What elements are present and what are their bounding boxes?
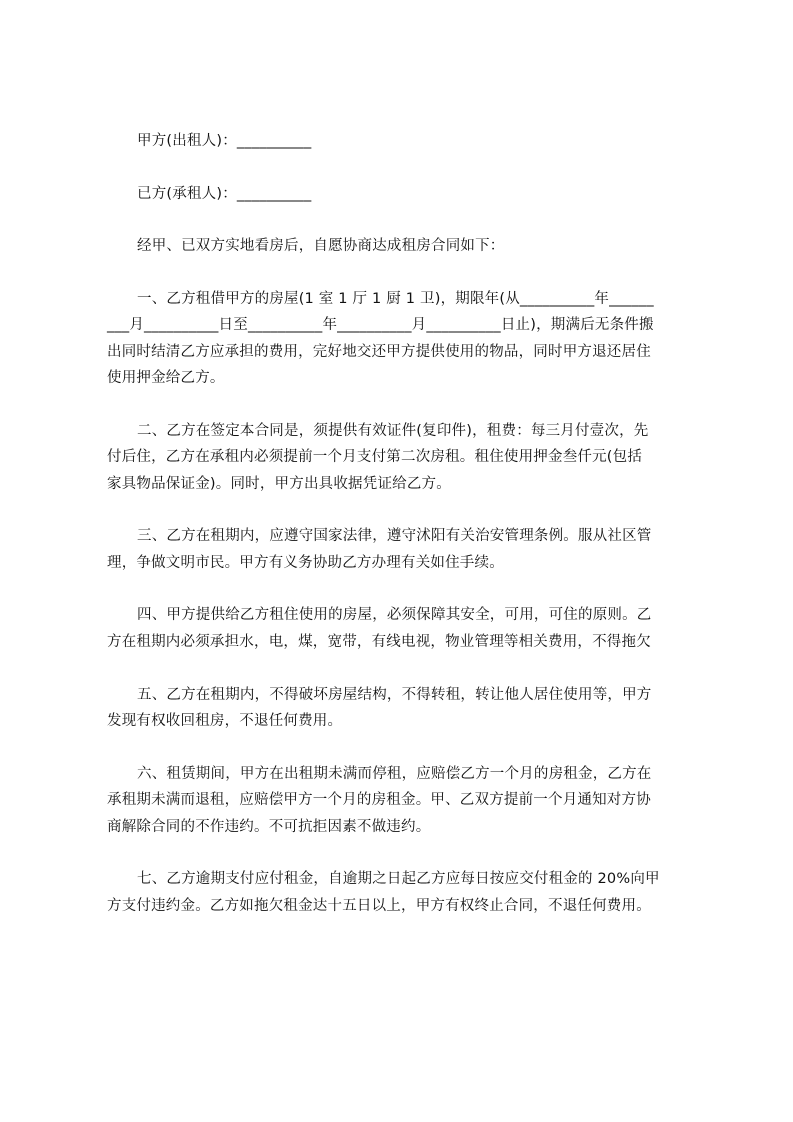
clause-1-line-3: 出同时结清乙方应承担的费用，完好地交还甲方提供使用的物品，同时甲方退还居住 — [107, 344, 651, 360]
clause-2-line-1: 二、乙方在签定本合同是，须提供有效证件(复印件)，租费：每三月付壹次，先 — [137, 423, 649, 439]
clause-7-line-1: 七、乙方逾期支付应付租金，自逾期之日起乙方应每日按应交付租金的 20%向甲 — [137, 871, 660, 887]
clause-2-line-3: 家具物品保证金)。同时，甲方出具收据凭证给乙方。 — [107, 476, 451, 492]
clause-5-line-2: 发现有权收回租房，不退任何费用。 — [107, 713, 343, 729]
clause-3-line-2: 理，争做文明市民。甲方有义务协助乙方办理有关如住手续。 — [107, 555, 504, 571]
clause-4-line-1: 四、甲方提供给乙方租住使用的房屋，必须保障其安全，可用，可住的原则。乙 — [137, 607, 652, 623]
clause-1-line-2: ___月__________日至__________年__________月__________日止)，期满后无条件搬 — [107, 317, 654, 333]
clause-2-line-2: 付后住，乙方在承租内必须提前一个月支付第二次房租。租住使用押金叁仟元(包括 — [107, 449, 643, 465]
clause-6-line-3: 商解除合同的不作违约。不可抗拒因素不做违约。 — [107, 819, 431, 835]
clause-6-line-1: 六、租赁期间，甲方在出租期未满而停租，应赔偿乙方一个月的房租金，乙方在 — [137, 766, 652, 782]
lessee-line: 已方(承租人)：__________ — [137, 186, 312, 202]
intro-line: 经甲、已双方实地看房后，自愿协商达成租房合同如下： — [137, 238, 505, 254]
clause-6-line-2: 承租期未满而退租，应赔偿甲方一个月的房租金。甲、乙双方提前一个月通知对方协 — [107, 792, 651, 808]
lessor-line: 甲方(出租人)：__________ — [137, 133, 312, 149]
clause-3-line-1: 三、乙方在租期内，应遵守国家法律，遵守沭阳有关治安管理条例。服从社区管 — [137, 528, 652, 544]
clause-1-line-4: 使用押金给乙方。 — [107, 370, 225, 386]
clause-4-line-2: 方在租期内必须承担水，电，煤，宽带，有线电视，物业管理等相关费用，不得拖欠 — [107, 634, 651, 650]
clause-7-line-2: 方支付违约金。乙方如拖欠租金达十五日以上，甲方有权终止合同，不退任何费用。 — [107, 898, 651, 914]
clause-1-line-1: 一、乙方租借甲方的房屋(1 室 1 厅 1 厨 1 卫)，期限年(从__________年______ — [137, 291, 654, 307]
clause-5-line-1: 五、乙方在租期内，不得破坏房屋结构，不得转租，转让他人居住使用等，甲方 — [137, 687, 652, 703]
